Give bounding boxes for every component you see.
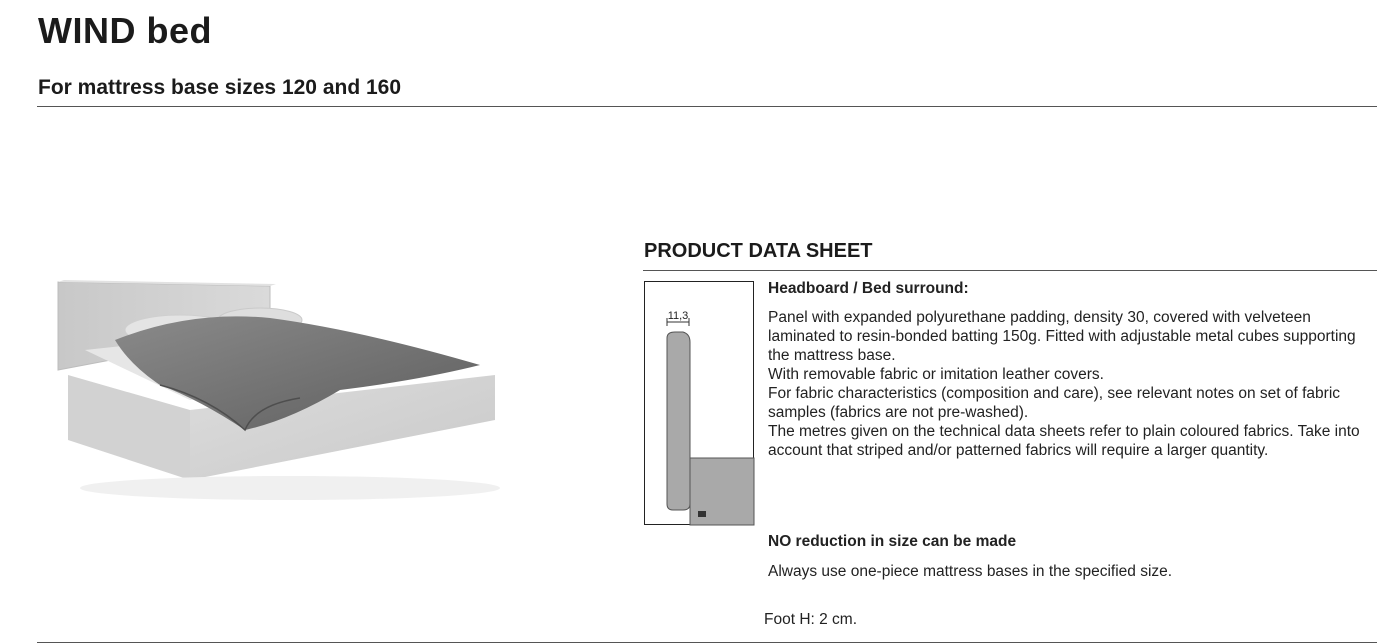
description-line: For fabric characteristics (composition and care), see relevant notes on set of fabric samples (fabrics are not pre-washed). <box>768 385 1341 421</box>
headboard-profile-diagram <box>644 281 754 525</box>
bed-illustration <box>40 270 520 520</box>
description <box>768 308 1368 460</box>
foot-shape <box>698 511 706 517</box>
section-title: PRODUCT DATA SHEET <box>644 240 873 262</box>
description-line: The metres given on the technical data sheets refer to plain coloured fabrics. Take into account that striped and/or patterned fabrics will require a larger quantity. <box>768 423 1360 459</box>
footer-divider <box>37 642 1377 643</box>
headboard-label: Headboard / Bed surround: <box>768 280 969 297</box>
page-title: WIND bed <box>38 10 212 51</box>
page-subtitle: For mattress base sizes 120 and 160 <box>38 76 402 99</box>
description-line: Panel with expanded polyurethane padding, density 30, covered with velveteen laminated to resin-bonded batting 150g. Fitted with adjustable metal cubes supporting the mattress base. <box>768 309 1356 364</box>
foot-height: Foot H: 2 cm. <box>764 611 858 628</box>
section-divider <box>643 270 1377 271</box>
headboard-panel-shape <box>667 332 690 510</box>
no-reduction-note: NO reduction in size can be made <box>768 533 1017 550</box>
header-divider <box>37 106 1377 107</box>
mattress-base-note: Always use one-piece mattress bases in the specified size. <box>768 563 1173 580</box>
description-line: With removable fabric or imitation leather covers. <box>768 366 1104 383</box>
dimension-label: 11,3 <box>667 310 689 322</box>
